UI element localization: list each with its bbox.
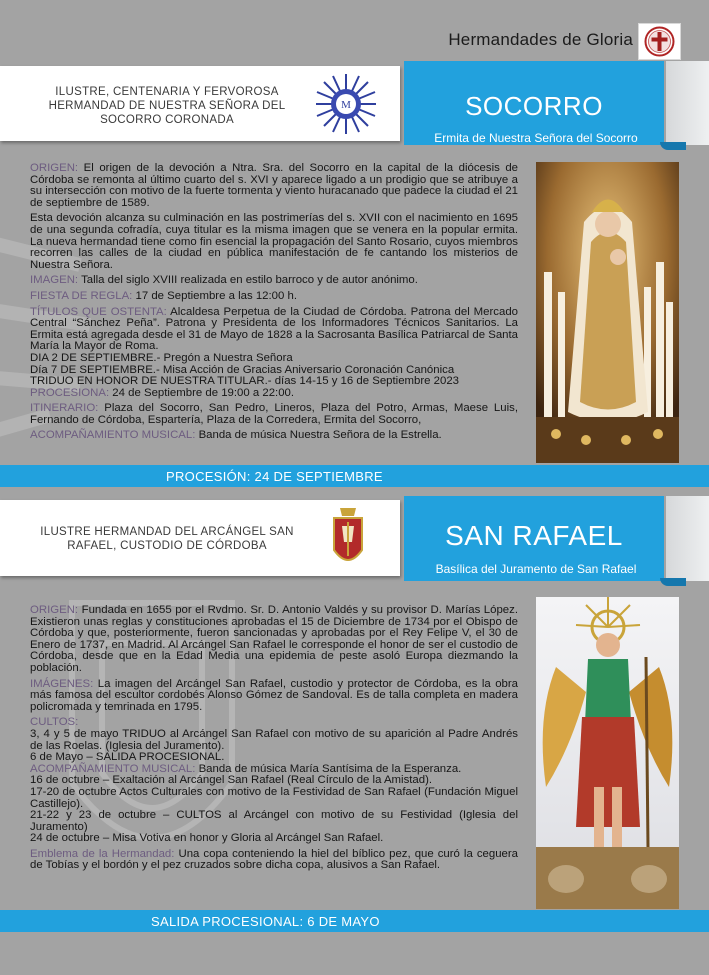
acompanamiento-text: Banda de música Nuestra Señora de la Estrella. [198,429,442,442]
socorro-procession-date: PROCESIÓN: 24 DE SEPTIEMBRE [166,469,383,484]
sr-acompanamiento-text: Banda de música María Santísima de la Esperanza. [198,762,462,775]
sr-imagenes-label: IMÁGENES: [30,677,94,690]
sr-origen-text: Fundada en 1655 por el Rvdmo. Sr. D. Antonio Valdés y su provisor D. Marías López. Existieron unas reglas y constituciones aprobadas el 15 de Diciembre de 1734 por el Obispo de Córdoba y que, posteriormente, fueron sancionadas y aprobadas por el Rey Felipe V, el 30 de Enero de 1737, en Madrid. Al Arcángel San Rafael le corresponde el honor de ser el custodio de Córdoba, desde que en la Edad Media una epidemia de peste asoló Europa diezmando la población. [30,604,518,674]
dia-7-event: Día 7 DE SEPTIEMBRE.- Misa Acción de Gracias Aniversario Coronación Canónica [30,363,455,376]
dia-2-event: DIA 2 DE SEPTIEMBRE.- Pregón a Nuestra Señora [30,351,293,364]
svg-text:M: M [341,99,351,111]
sanrafael-ribbon-curl [660,578,686,586]
socorro-procession-strip [0,465,709,487]
sanrafael-description [30,605,518,876]
itinerario-text: Plaza del Socorro, San Pedro, Lineros, Plaza del Potro, Armas, Maese Luis, Fernando de Córdoba, Espartería, Plaza de la Corredera, Ermita del Socorro, [30,402,518,426]
fiesta-label: FIESTA DE REGLA: [30,289,133,302]
sr-cultos-triduo: 3, 4 y 5 de mayo TRIDUO al Arcángel San Rafael con motivo de su aparición al Padre Andrés de las Roelas. (Iglesia del Juramento). [30,727,518,752]
socorro-brotherhood-name: ILUSTRE, CENTENARIA Y FERVOROSA HERMANDAD DE NUESTRA SEÑORA DEL SOCORRO CORONADA [48,86,286,126]
sr-event-cultos: 21-22 y 23 de octubre – CULTOS al Arcángel con motivo de su Festividad (Iglesia del Juramento) [30,809,518,833]
fiesta-text: 17 de Septiembre a las 12:00 h. [135,289,297,302]
sanrafael-procession-date: SALIDA PROCESIONAL: 6 DE MAYO [151,914,380,929]
acompanamiento-label: ACOMPAÑAMIENTO MUSICAL: [30,429,196,442]
sr-cultos-salida: 6 de Mayo – SALIDA PROCESIONAL. [30,751,225,764]
sanrafael-side-tab [666,496,709,581]
procesiona-text: 24 de Septiembre de 19:00 a 22:00. [112,386,295,399]
socorro-subtitle: Ermita de Nuestra Señora del Socorro [434,131,638,145]
sanrafael-emblem-icon [330,504,366,572]
sr-emblema-label: Emblema de la Hermandad: [30,847,175,860]
triduo-event: TRIDUO EN HONOR DE NUESTRA TITULAR.- días 14-15 y 16 de Septiembre 2023 [30,375,459,388]
sanrafael-title-box [404,496,664,581]
socorro-description [30,163,518,446]
sanrafael-subtitle: Basílica del Juramento de San Rafael [435,562,637,576]
brotherhood-cross-logo [638,23,681,60]
socorro-title-box [404,61,664,145]
san-rafael-photo [536,597,679,909]
sr-acompanamiento-label: ACOMPAÑAMIENTO MUSICAL: [30,762,196,775]
imagen-text: Talla del siglo XVIII realizada en estilo barroco y de autor anónimo. [81,274,418,287]
socorro-name-band [0,66,400,141]
sanrafael-title: SAN RAFAEL [445,520,623,551]
sanrafael-brotherhood-name: ILUSTRE HERMANDAD DEL ARCÁNGEL SAN RAFAEL, CUSTODIO DE CÓRDOBA [40,526,294,552]
origen-label: ORIGEN: [30,162,79,174]
sr-event-exaltacion: 16 de octubre – Exaltación al Arcángel San Rafael (Real Círculo de la Amistad). [30,774,433,787]
page-header-title: Hermandades de Gloria [448,30,633,49]
origen-text: El origen de la devoción a Ntra. Sra. del Socorro en la capital de la diócesis de Córdoba se remonta al último cuarto del s. XVI y aparece ligado a un prodigio que se atribuye a su intersección con motivo de la fuerte tormenta y viento huracanado que padece la ciudad el 21 de septiembre de 1589. [30,162,518,209]
sr-cultos-label: CULTOS: [30,716,79,729]
socorro-title: SOCORRO [465,91,603,121]
titulos-label: TÍTULOS QUE OSTENTA: [30,305,167,318]
sr-event-misa: 24 de octubre – Misa Votiva en honor y Gloria al Arcángel San Rafael. [30,832,384,845]
sr-origen-label: ORIGEN: [30,604,79,616]
itinerario-label: ITINERARIO: [30,402,99,415]
cross-icon [639,24,680,59]
socorro-emblem-icon [313,72,379,136]
procesiona-label: PROCESIONA: [30,386,110,399]
sr-emblema-text: Una copa conteniendo la hiel del bíblico pez, que curó la ceguera de Tobías y el bordón y el pez cruzados sobre dicha copa, alusivos a San Rafael. [30,847,518,872]
sr-imagenes-text: La imagen del Arcángel San Rafael, custodio y protector de Córdoba, es la obra más famosa del escultor cordobés Alonso Gómez de Sandoval. Es de talla completa en madera policromada y temrinada en 1795. [30,677,518,713]
sanrafael-procession-strip [0,910,709,932]
sr-event-actos: 17-20 de octubre Actos Culturales con motivo de la Festividad de San Rafael (Fundación Miguel Castillejo). [30,785,518,810]
virgen-socorro-photo [536,162,679,463]
titulos-text: Alcaldesa Perpetua de la Ciudad de Córdoba. Patrona del Mercado Central “Sánchez Peña”. Patrona y Presidenta de los Informadores Técnicos Sanitarios. La Ermita está agregada desde el 31 de Mayo de 1828 a la Sacrosanta Basílica Patriarcal de Santa María la Mayor de Roma. [30,305,518,353]
sanrafael-name-band [0,500,400,576]
socorro-ribbon-curl [660,142,686,150]
origen-text-2: Esta devoción alcanza su culminación en las postrimerías del s. XVII con el nacimiento en 1695 de una segunda cofradía, cuya titular es la misma imagen que se venera en la popular ermita. La nueva hermandad tiene como fin esencial la propagación del Santo Rosario, cuyos miembros recorren las calles de la ciudad en pública manifestación de fe cantando los misterios de Nuestra Señora. [30,212,518,271]
socorro-side-tab [666,61,709,145]
imagen-label: IMAGEN: [30,274,79,287]
